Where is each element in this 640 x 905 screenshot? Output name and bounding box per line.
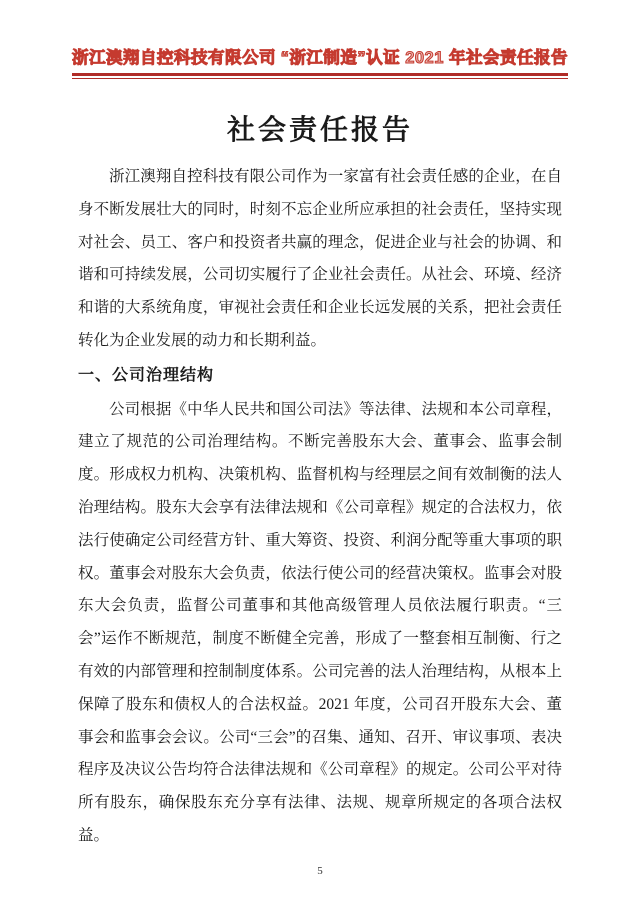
page-number: 5 [317,865,323,877]
header-company-name: 浙江澳翔自控科技有限公司 [72,49,276,67]
section-heading-governance: 一、公司治理结构 [78,366,215,384]
page-header [72,44,568,79]
section-body-paragraph: 公司根据《中华人民共和国公司法》等法律、法规和本公司章程，建立了规范的公司治理结构。不断完善股东大会、董事会、监事会制度。形成权力机构、决策机构、监督机构与经理层之间有效制衡的法人治理结构。股东大会享有法律法规和《公司章程》规定的合法权力，依法行使确定公司经营方针、重大筹资、投资、利润分配等重大事项的职权。董事会对股东大会负责，依法行使公司的经营决策权。监事会对股东大会负责，监督公司董事和其他高级管理人员依法履行职责。“三会”运作不断规范，制度不断健全完善，形成了一整套相互制衡、行之有效的内部管理和控制制度体系。公司完善的法人治理结构，从根本上保障了股东和债权人的合法权益。2021 年度，公司召开股东大会、董事会和监事会会议。公司“三会”的召集、通知、召开、审议事项、表决程序及决议公告均符合法律法规和《公司章程》的规定。公司公平对待所有股东，确保股东充分享有法律、法规、规章所规定的各项合法权益。 [78,400,562,844]
page-footer [0,861,640,879]
document-title: 社会责任报告 [226,114,413,145]
header-row [72,44,568,68]
header-rule-divider [72,73,568,79]
intro-paragraph: 浙江澳翔自控科技有限公司作为一家富有社会责任感的企业，在自身不断发展壮大的同时，时刻不忘企业所应承担的社会责任，坚持实现对社会、员工、客户和投资者共赢的理念，促进企业与社会的协调、和谐和可持续发展，公司切实履行了企业社会责任。从社会、环境、经济和谐的大系统角度，审视社会责任和企业长远发展的关系，把社会责任转化为企业发展的动力和长期利益。 [78,168,562,349]
header-report-title: “浙江制造”认证 2021 年社会责任报告 [280,49,568,67]
